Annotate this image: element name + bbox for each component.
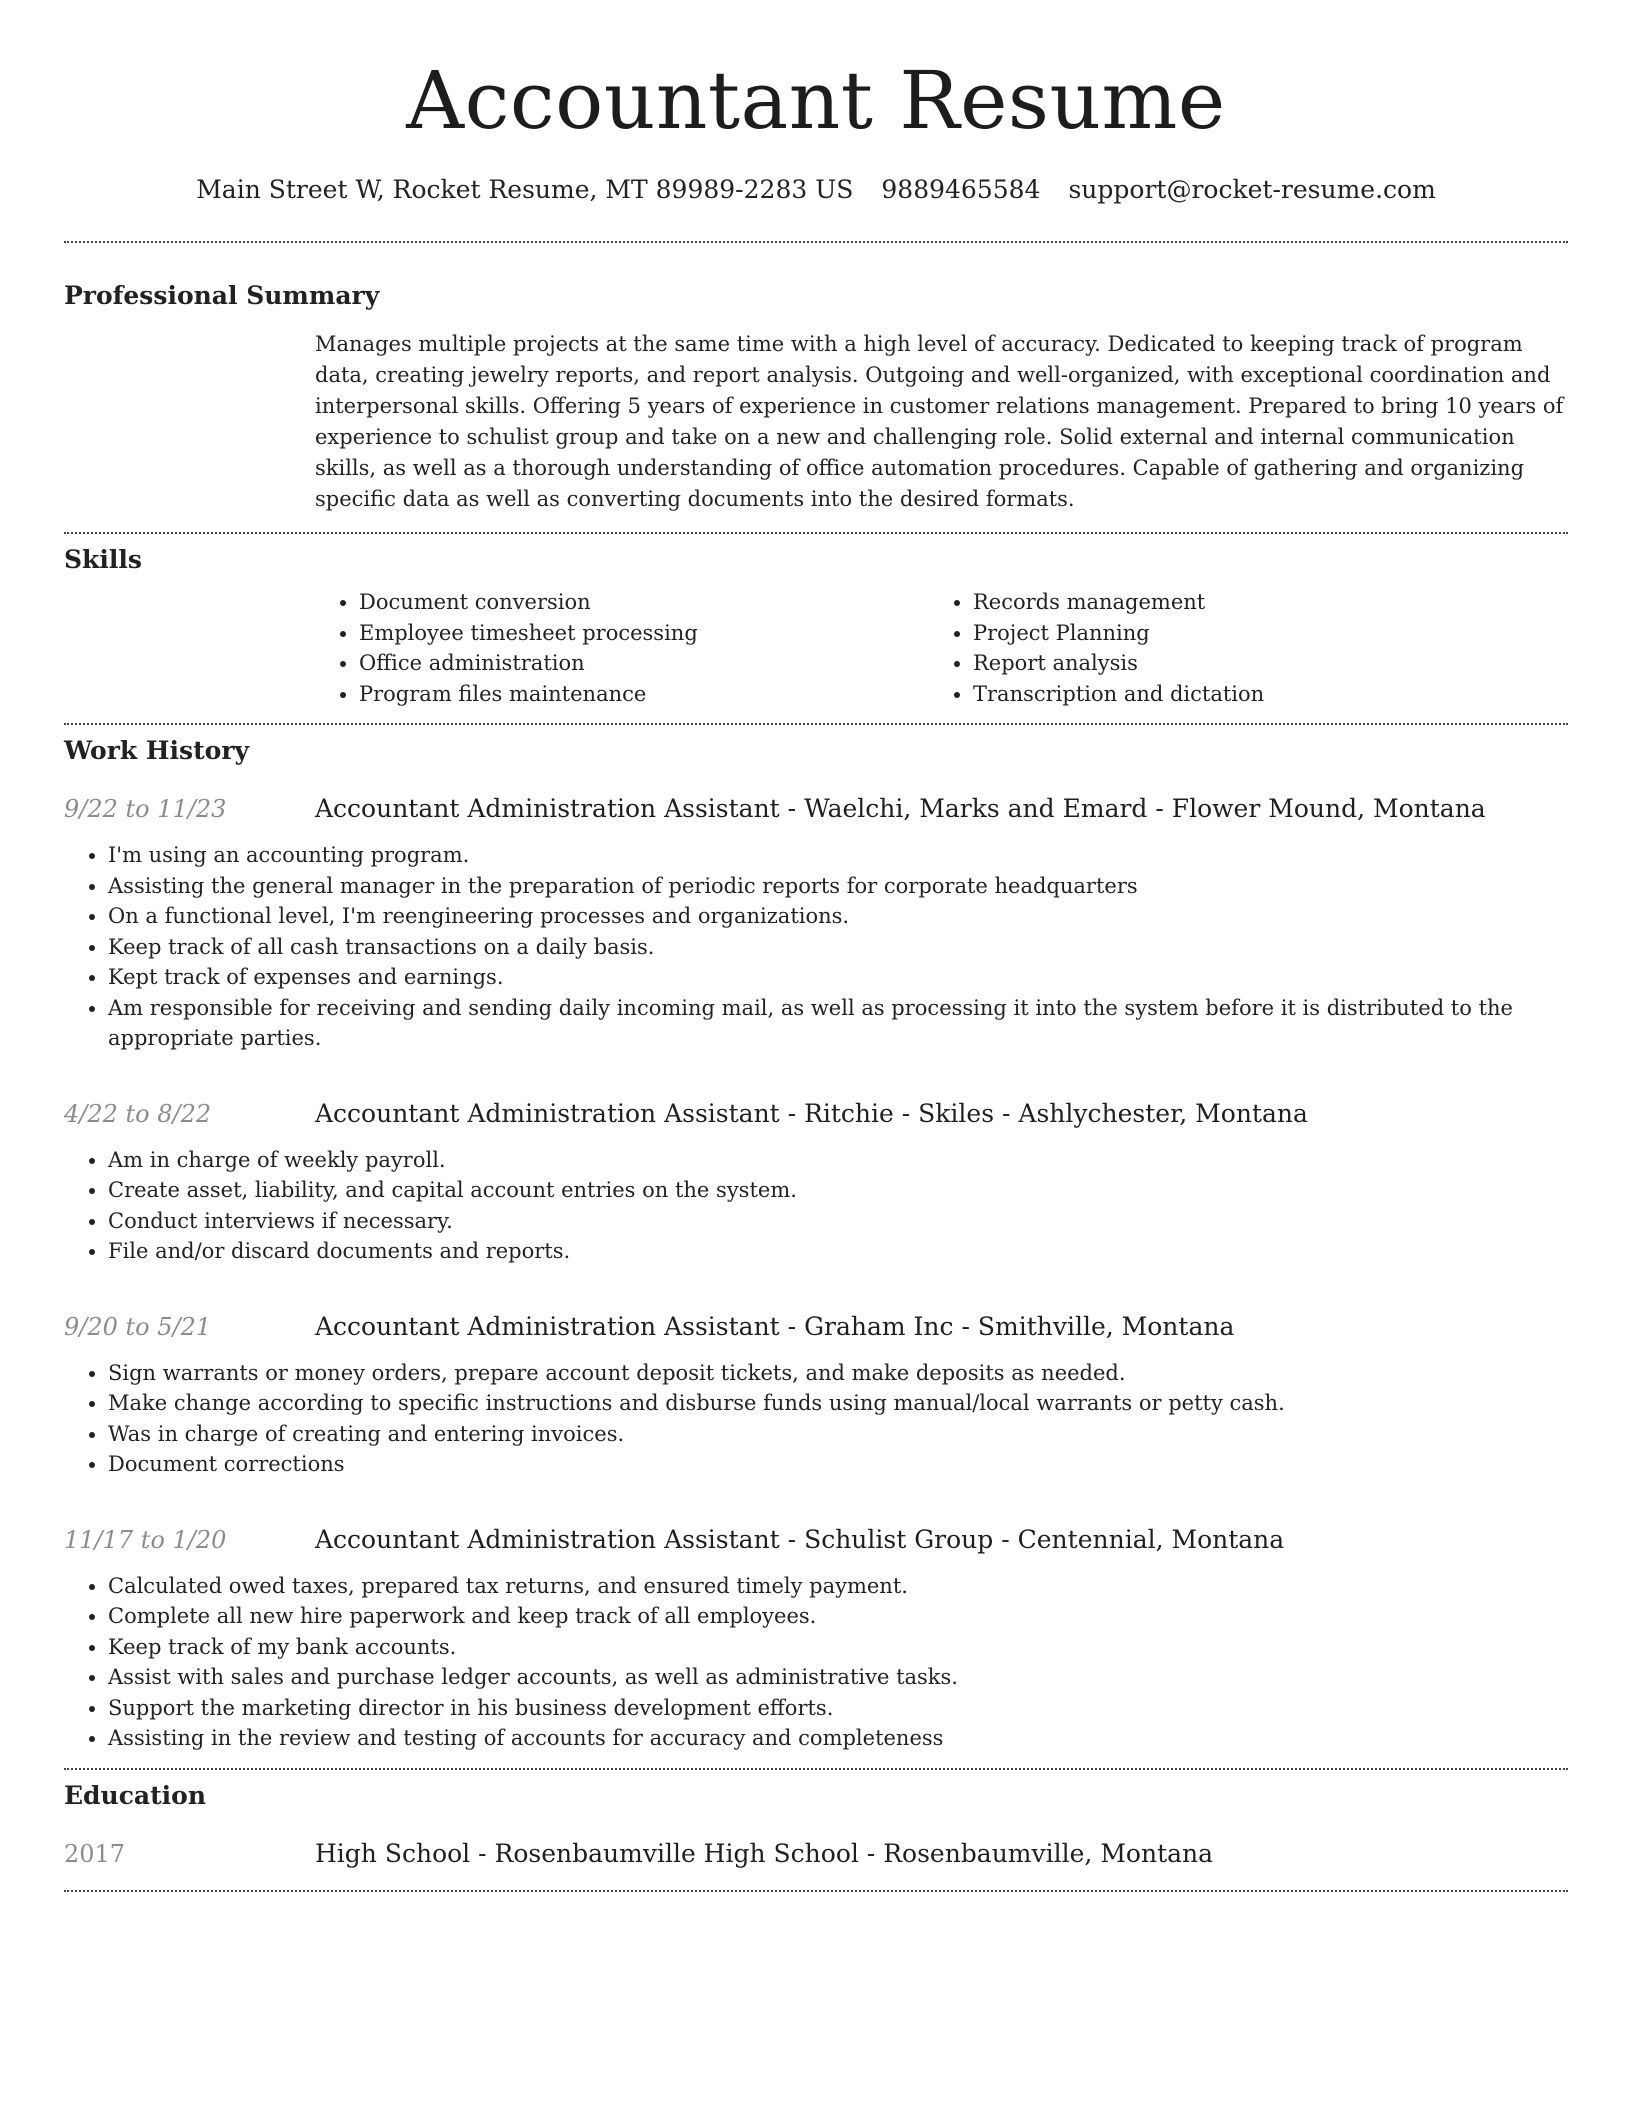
job-bullets bbox=[64, 1571, 1568, 1754]
skill-item: • Program files maintenance bbox=[359, 679, 929, 710]
list-item: • Calculated owed taxes, prepared tax returns, and ensured timely payment. bbox=[108, 1571, 1568, 1602]
job-dates: 9/22 to 11/23 bbox=[64, 795, 227, 823]
email-text: support@rocket-resume.com bbox=[1068, 175, 1436, 204]
list-item: • Document corrections bbox=[108, 1449, 1568, 1480]
skills-list bbox=[315, 587, 1568, 709]
list-item: • Create asset, liability, and capital account entries on the system. bbox=[108, 1175, 1568, 1206]
skill-item: • Office administration bbox=[359, 648, 929, 679]
skills-heading: Skills bbox=[64, 545, 142, 574]
address-text: Main Street W, Rocket Resume, MT 89989-2283 US bbox=[196, 175, 854, 204]
divider bbox=[64, 723, 1568, 725]
job-header bbox=[64, 1098, 1568, 1130]
summary-heading: Professional Summary bbox=[64, 281, 380, 310]
list-item: • File and/or discard documents and reports. bbox=[108, 1236, 1568, 1267]
job-bullets bbox=[64, 840, 1568, 1054]
list-item: • Support the marketing director in his business development efforts. bbox=[108, 1693, 1568, 1724]
job-entry bbox=[64, 793, 1568, 1054]
skills-column-left bbox=[315, 587, 929, 709]
divider bbox=[64, 532, 1568, 534]
skill-item: • Document conversion bbox=[359, 587, 929, 618]
divider bbox=[64, 1768, 1568, 1770]
education-heading: Education bbox=[64, 1780, 207, 1810]
education-title: High School - Rosenbaumville High School - Rosenbaumville, Montana bbox=[315, 1838, 1214, 1868]
list-item: • Make change according to specific instructions and disburse funds using manual/local warrants or petty cash. bbox=[108, 1388, 1568, 1419]
list-item: • Am in charge of weekly payroll. bbox=[108, 1145, 1568, 1176]
list-item: • Complete all new hire paperwork and keep track of all employees. bbox=[108, 1601, 1568, 1632]
contact-line bbox=[64, 174, 1568, 206]
job-entry bbox=[64, 1098, 1568, 1267]
list-item: • Assist with sales and purchase ledger accounts, as well as administrative tasks. bbox=[108, 1662, 1568, 1693]
job-title: Accountant Administration Assistant - Schulist Group - Centennial, Montana bbox=[315, 1524, 1285, 1554]
list-item: • Sign warrants or money orders, prepare account deposit tickets, and make deposits as needed. bbox=[108, 1358, 1568, 1389]
job-header bbox=[64, 1524, 1568, 1556]
skill-item: • Transcription and dictation bbox=[973, 679, 1543, 710]
job-title: Accountant Administration Assistant - Waelchi, Marks and Emard - Flower Mound, Montana bbox=[315, 794, 1486, 823]
list-item: • Kept track of expenses and earnings. bbox=[108, 962, 1568, 993]
divider bbox=[64, 241, 1568, 243]
skills-column-right bbox=[929, 587, 1543, 709]
list-item: • Am responsible for receiving and sending daily incoming mail, as well as processing it into the system before it is distributed to the appropriate parties. bbox=[108, 993, 1568, 1054]
job-dates: 11/17 to 1/20 bbox=[64, 1525, 227, 1554]
skill-item: • Records management bbox=[973, 587, 1543, 618]
job-entry bbox=[64, 1311, 1568, 1480]
job-dates: 4/22 to 8/22 bbox=[64, 1099, 212, 1128]
work-history-heading: Work History bbox=[64, 736, 250, 765]
list-item: • Conduct interviews if necessary. bbox=[108, 1206, 1568, 1237]
skill-item: • Project Planning bbox=[973, 618, 1543, 649]
job-dates: 9/20 to 5/21 bbox=[64, 1312, 212, 1341]
resume-page bbox=[64, 0, 1568, 1892]
summary-text: Manages multiple projects at the same time with a high level of accuracy. Dedicated to keeping track of program data, creating jewelry reports, and report analysis. Outgoing and well-organized, with exceptional coordination and interpersonal skills. Offering 5 years of experience in customer relations management. Prepared to bring 10 years of experience to schulist group and take on a new and challenging role. Solid external and internal communication skills, as well as a thorough understanding of office automation procedures. Capable of gathering and organizing specific data as well as converting documents into the desired formats. bbox=[315, 332, 1564, 511]
job-title: Accountant Administration Assistant - Graham Inc - Smithville, Montana bbox=[315, 1311, 1235, 1341]
skill-item: • Report analysis bbox=[973, 648, 1543, 679]
phone-text: 9889465584 bbox=[881, 175, 1041, 204]
list-item: • Was in charge of creating and entering invoices. bbox=[108, 1419, 1568, 1450]
education-entry bbox=[64, 1838, 1568, 1870]
list-item: • I'm using an accounting program. bbox=[108, 840, 1568, 871]
job-title: Accountant Administration Assistant - Ritchie - Skiles - Ashlychester, Montana bbox=[315, 1098, 1308, 1128]
job-header bbox=[64, 1311, 1568, 1343]
list-item: • Assisting in the review and testing of accounts for accuracy and completeness bbox=[108, 1723, 1568, 1754]
job-bullets bbox=[64, 1358, 1568, 1480]
education-year: 2017 bbox=[64, 1839, 126, 1868]
job-header bbox=[64, 793, 1568, 825]
list-item: • Keep track of all cash transactions on a daily basis. bbox=[108, 932, 1568, 963]
page-title: Accountant Resume bbox=[406, 54, 1226, 147]
job-entry bbox=[64, 1524, 1568, 1754]
list-item: • Assisting the general manager in the preparation of periodic reports for corporate headquarters bbox=[108, 871, 1568, 902]
list-item: • Keep track of my bank accounts. bbox=[108, 1632, 1568, 1663]
list-item: • On a functional level, I'm reengineering processes and organizations. bbox=[108, 901, 1568, 932]
job-bullets bbox=[64, 1145, 1568, 1267]
divider bbox=[64, 1890, 1568, 1892]
skill-item: • Employee timesheet processing bbox=[359, 618, 929, 649]
